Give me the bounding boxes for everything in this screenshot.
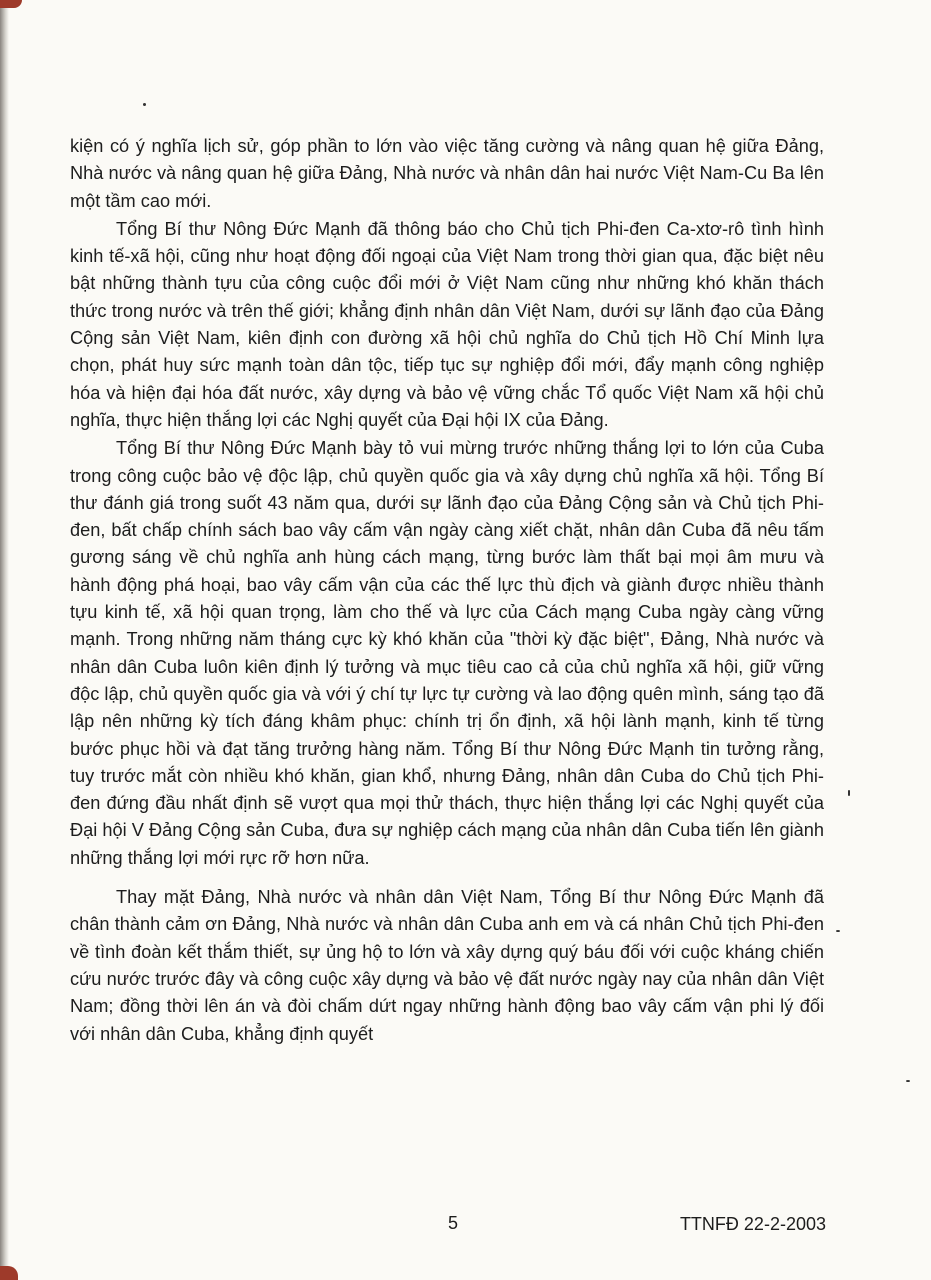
- body-text: [70, 133, 824, 1048]
- page-edge-shadow: [0, 0, 9, 1280]
- paragraph-continuation: kiện có ý nghĩa lịch sử, góp phần to lớn vào việc tăng cường và nâng quan hệ giữa Đảng, Nhà nước và nâng quan hệ giữa Đảng, Nhà nước và nhân dân hai nước Việt Nam-Cu Ba lên một tầm cao mới.: [70, 136, 824, 211]
- scan-speck: [906, 1080, 910, 1082]
- paragraph: Tổng Bí thư Nông Đức Mạnh đã thông báo cho Chủ tịch Phi-đen Ca-xtơ-rô tình hình kinh tế-xã hội, cũng như hoạt động đối ngoại của Việt Nam trong thời gian qua, đặc biệt nêu bật những thành tựu của công cuộc đổi mới ở Việt Nam cũng như những khó khăn thách thức trong nước và trên thế giới; khẳng định nhân dân Việt Nam, dưới sự lãnh đạo của Đảng Cộng sản Việt Nam, kiên định con đường xã hội chủ nghĩa do Chủ tịch Hồ Chí Minh lựa chọn, phát huy sức mạnh toàn dân tộc, tiếp tục sự nghiệp đổi mới, đẩy mạnh công nghiệp hóa và hiện đại hóa đất nước, xây dựng và bảo vệ vững chắc Tổ quốc Việt Nam xã hội chủ nghĩa, thực hiện thắng lợi các Nghị quyết của Đại hội IX của Đảng.: [70, 218, 824, 430]
- paragraph: Thay mặt Đảng, Nhà nước và nhân dân Việt Nam, Tổng Bí thư Nông Đức Mạnh đã chân thành cảm ơn Đảng, Nhà nước và nhân dân Cuba anh em và cá nhân Chủ tịch Phi-đen về tình đoàn kết thắm thiết, sự ủng hộ to lớn và xây dựng quý báu đối với cuộc kháng chiến cứu nước trước đây và công cuộc xây dựng và bảo vệ đất nước ngày nay của nhân dân Việt Nam; đồng thời lên án và đòi chấm dứt ngay những hành động bao vây cấm vận phi lý đối với nhân dân Cuba, khẳng định quyết: [70, 887, 824, 1044]
- scan-speck: [836, 930, 840, 932]
- scan-speck: [143, 103, 146, 106]
- binding-corner-top: [0, 0, 22, 8]
- binding-corner-bottom: [0, 1266, 18, 1280]
- page-number: 5: [447, 1213, 458, 1233]
- footer-reference: TTNFĐ 22-2-2003: [679, 1214, 826, 1234]
- scan-speck: [848, 790, 850, 796]
- paragraph: Tổng Bí thư Nông Đức Mạnh bày tỏ vui mừng trước những thắng lợi to lớn của Cuba trong công cuộc bảo vệ độc lập, chủ quyền quốc gia và xây dựng chủ nghĩa xã hội. Tổng Bí thư đánh giá trong suốt 43 năm qua, dưới sự lãnh đạo của Đảng Cộng sản và Chủ tịch Phi-đen, bất chấp chính sách bao vây cấm vận ngày càng xiết chặt, nhân dân Cuba đã nêu tấm gương sáng về chủ nghĩa anh hùng cách mạng, từng bước làm thất bại mọi âm mưu và hành động phá hoại, bao vây cấm vận của các thế lực thù địch và giành được nhiều thành tựu kinh tế, xã hội quan trọng, làm cho thế và lực của Cách mạng Cuba ngày càng vững mạnh. Trong những năm tháng cực kỳ khó khăn của "thời kỳ đặc biệt", Đảng, Nhà nước và nhân dân Cuba luôn kiên định lý tưởng và mục tiêu cao cả của chủ nghĩa xã hội, giữ vững độc lập, chủ quyền quốc gia và với ý chí tự lực tự cường và lao động quên mình, sáng tạo đã lập nên những kỳ tích đáng khâm phục: chính trị ổn định, xã hội lành mạnh, kinh tế từng bước phục hồi và đạt tăng trưởng hàng năm. Tổng Bí thư Nông Đức Mạnh tin tưởng rằng, tuy trước mắt còn nhiều khó khăn, gian khổ, nhưng Đảng, nhân dân Cuba do Chủ tịch Phi-đen đứng đầu nhất định sẽ vượt qua mọi thử thách, thực hiện thắng lợi các Nghị quyết của Đại hội V Đảng Cộng sản Cuba, đưa sự nghiệp cách mạng của nhân dân Cuba tiến lên giành những thắng lợi mới rực rỡ hơn nữa.: [70, 438, 824, 868]
